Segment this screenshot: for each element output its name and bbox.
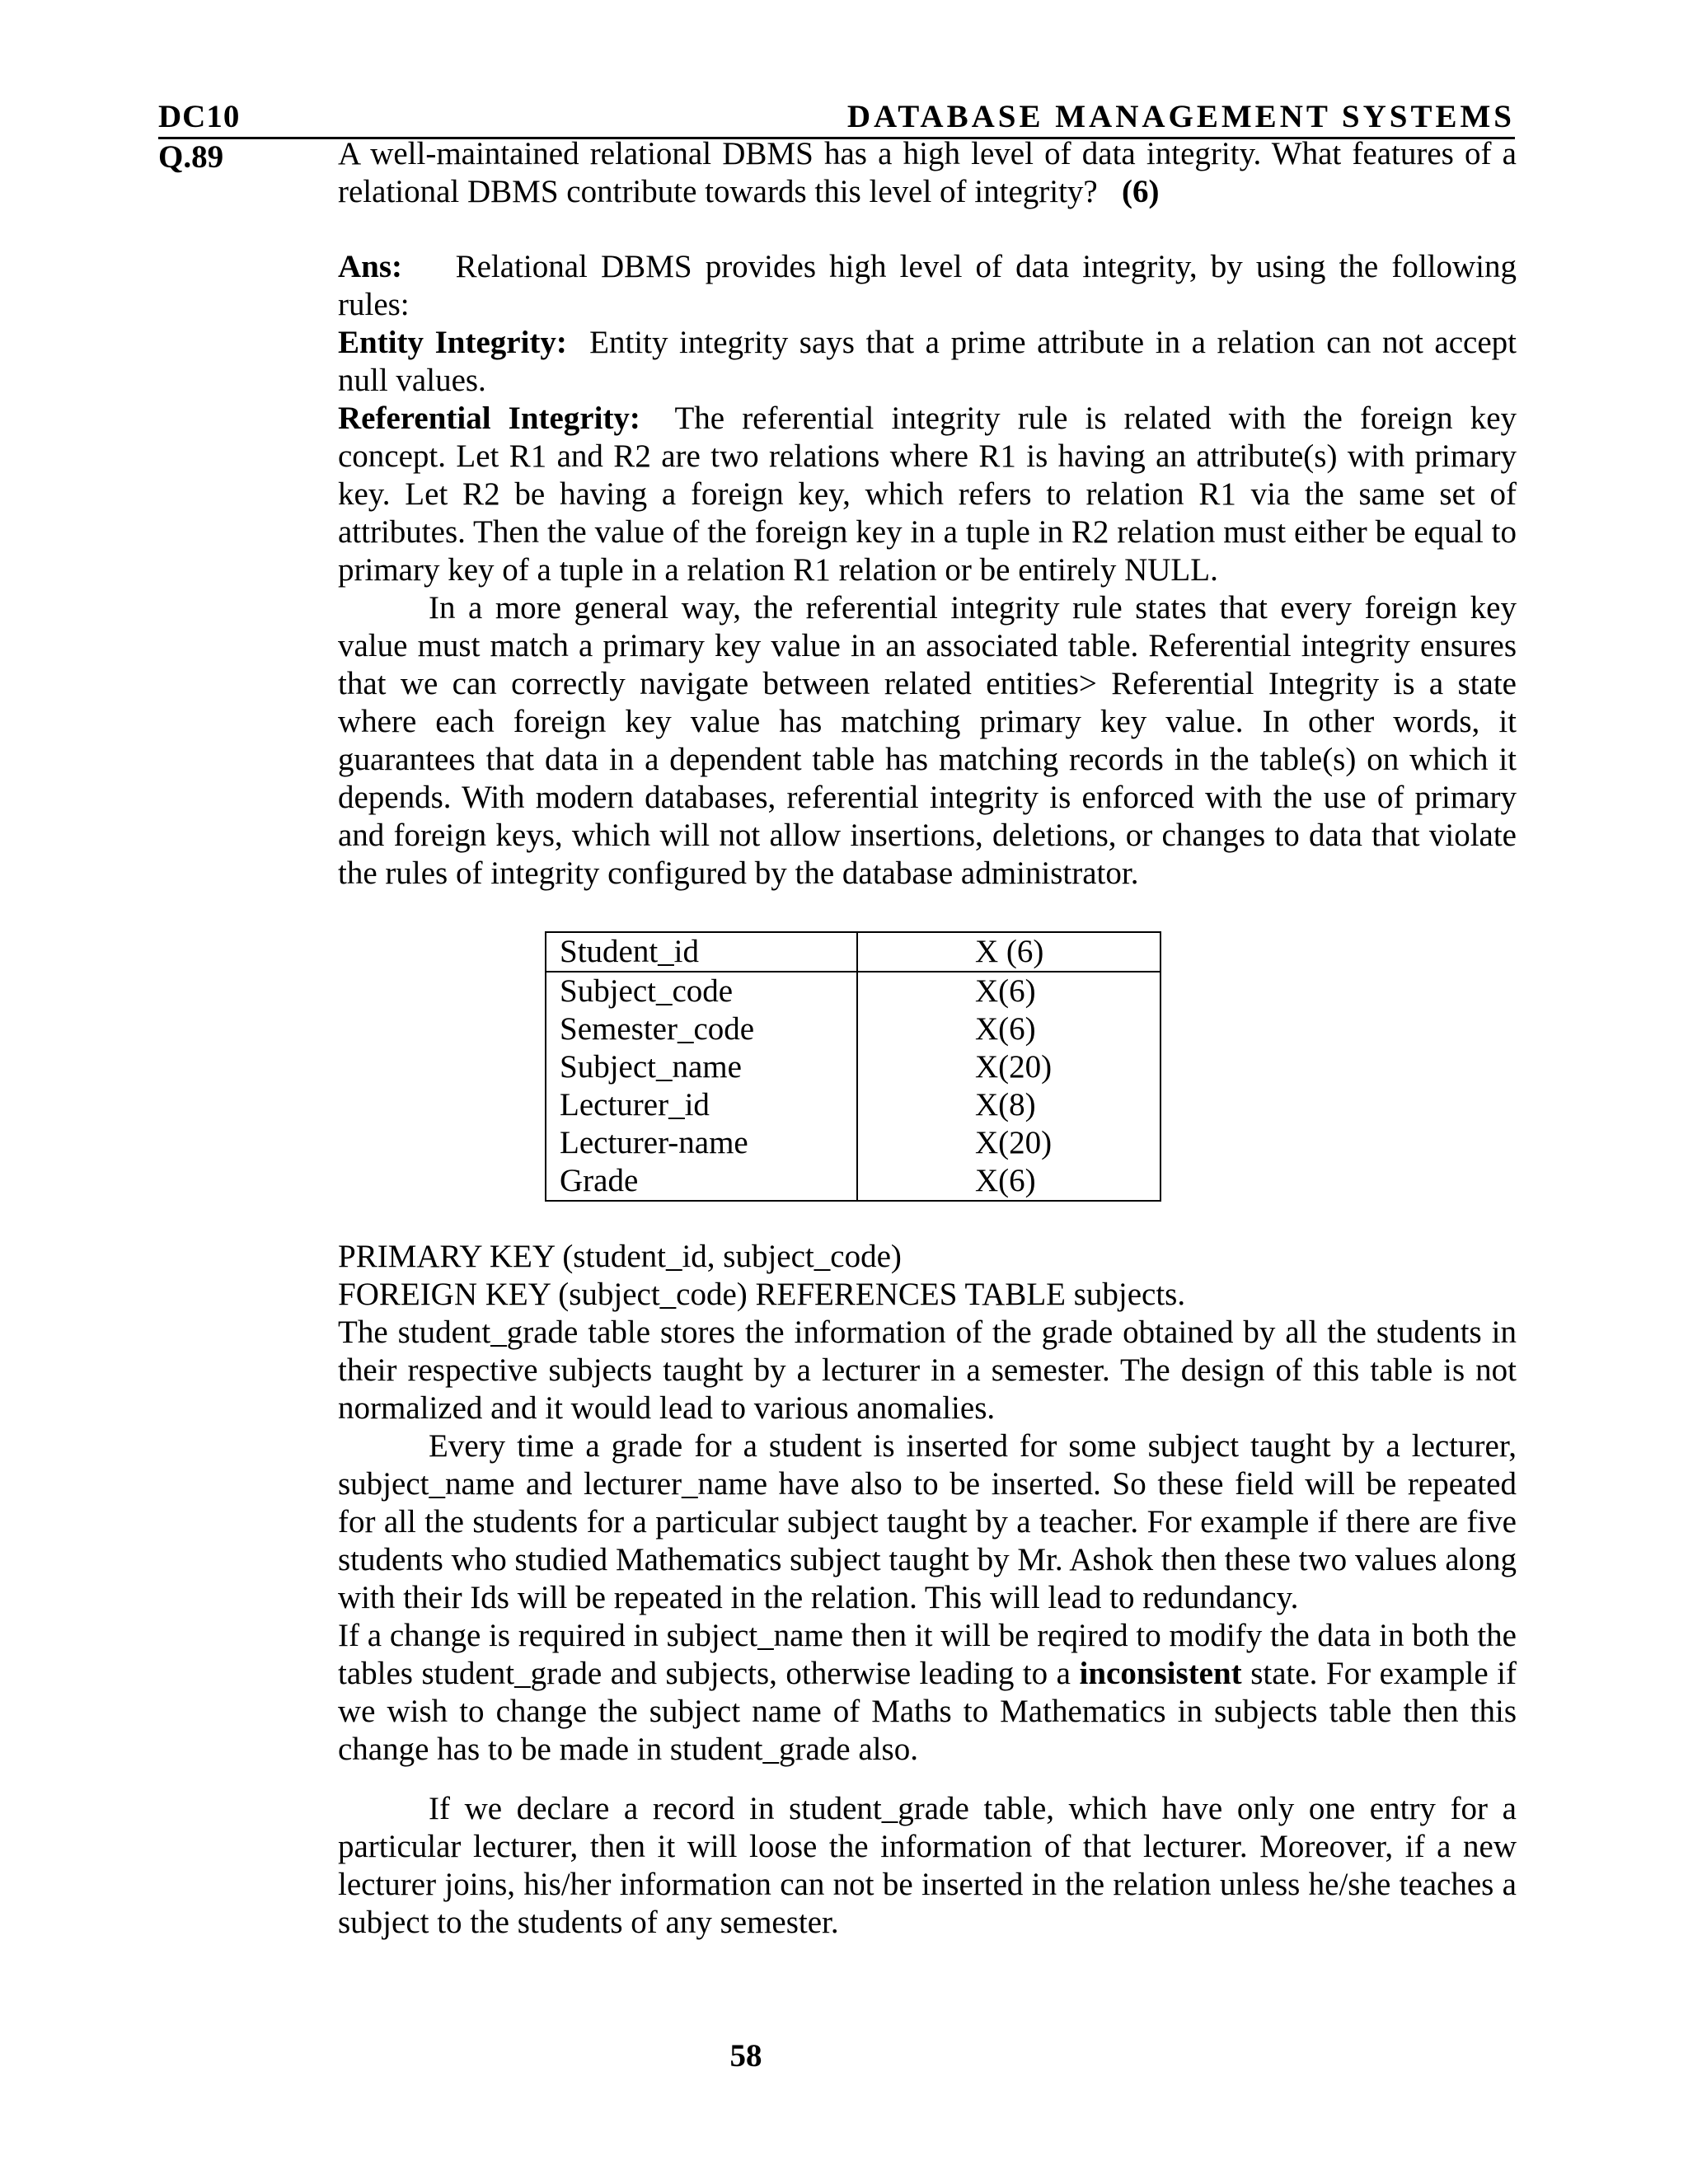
foreign-key-line: FOREIGN KEY (subject_code) REFERENCES TABLE subjects. bbox=[338, 1277, 1186, 1312]
entity-integrity-paragraph bbox=[338, 324, 1517, 400]
paragraph-gap bbox=[338, 1769, 1517, 1790]
field-name: Semester_code bbox=[546, 1010, 857, 1048]
field-type: X (6) bbox=[857, 932, 1160, 972]
referential-integrity-label: Referential Integrity: bbox=[338, 401, 640, 436]
question-marks: (6) bbox=[1121, 174, 1160, 209]
field-name: Subject_code bbox=[546, 972, 857, 1010]
table-row bbox=[546, 1162, 1160, 1201]
field-name: Grade bbox=[546, 1162, 857, 1201]
field-name: Student_id bbox=[546, 932, 857, 972]
analysis-paragraph-2: Every time a grade for a student is inserted for some subject taught by a lecturer, subject_name and lecturer_name have also to be inserted. So these field will be repeated for all the students for a particular subject taught by a teacher. For example if there are five students who studied Mathematics subject taught by Mr. Ashok then these two values along with their Ids will be repeated in the relation. This will lead to redundancy. bbox=[338, 1428, 1517, 1615]
field-type: X(20) bbox=[857, 1124, 1160, 1162]
analysis-paragraph-3-end: state. For example if we wish to change the subject name of Maths to Mathematics in subjects table then this change has to be made in student_grade also. bbox=[338, 1656, 1517, 1767]
field-name: Lecturer_id bbox=[546, 1086, 857, 1124]
table-row bbox=[546, 1124, 1160, 1162]
analysis-paragraph-3 bbox=[338, 1617, 1517, 1769]
course-title: DATABASE MANAGEMENT SYSTEMS bbox=[846, 99, 1515, 134]
question-block bbox=[338, 135, 1517, 211]
question-text bbox=[338, 135, 1517, 211]
referential-integrity-paragraph bbox=[338, 400, 1517, 589]
field-type: X(6) bbox=[857, 1162, 1160, 1201]
analysis-paragraph-4: If we declare a record in student_grade table, which have only one entry for a particular lecturer, then it will loose the information of that lecturer. Moreover, if a new lecturer joins, his/her information can not be inserted in the relation unless he/she teaches a subject to the students of any semester. bbox=[338, 1791, 1517, 1940]
answer-intro bbox=[338, 248, 1517, 324]
primary-key-line: PRIMARY KEY (student_id, subject_code) bbox=[338, 1239, 902, 1274]
answer-label: Ans: bbox=[338, 249, 403, 284]
entity-integrity-text: Entity integrity says that a prime attribute in a relation can not accept null values. bbox=[338, 325, 1517, 398]
question-number: Q.89 bbox=[158, 139, 224, 175]
field-type: X(6) bbox=[857, 1010, 1160, 1048]
field-type: X(6) bbox=[857, 972, 1160, 1010]
student-grade-table bbox=[545, 931, 1161, 1202]
analysis-block bbox=[338, 1238, 1517, 1942]
field-name: Subject_name bbox=[546, 1048, 857, 1086]
field-name: Lecturer-name bbox=[546, 1124, 857, 1162]
analysis-paragraph-3-start: If a change is required in subject_name then it will be reqired to modify the data in both the tables student_grade and subjects, otherwise leading to a bbox=[338, 1618, 1517, 1691]
answer-block bbox=[338, 248, 1517, 893]
question-body: A well-maintained relational DBMS has a high level of data integrity. What features of a relational DBMS contribute towards this level of integrity? bbox=[338, 136, 1517, 209]
table-row bbox=[546, 1048, 1160, 1086]
field-type: X(8) bbox=[857, 1086, 1160, 1124]
table-row bbox=[546, 932, 1160, 972]
course-code: DC10 bbox=[158, 99, 241, 134]
field-type: X(20) bbox=[857, 1048, 1160, 1086]
analysis-paragraph-1: The student_grade table stores the information of the grade obtained by all the students in their respective subjects taught by a lecturer in a semester. The design of this table is not normalized and it would lead to various anomalies. bbox=[338, 1315, 1517, 1426]
referential-integrity-text: The referential integrity rule is related with the foreign key concept. Let R1 and R2 are two relations where R1 is having an attribute(s) with primary key. Let R2 be having a foreign key, which refers to relation R1 via the same set of attributes. Then the value of the foreign key in a tuple in R2 relation must either be equal to primary key of a tuple in a relation R1 relation or be entirely NULL. bbox=[338, 401, 1517, 588]
inconsistent-term: inconsistent bbox=[1079, 1656, 1242, 1691]
referential-general-paragraph: In a more general way, the referential integrity rule states that every foreign key value must match a primary key value in an associated table. Referential integrity ensures that we can correctly navigate between related entities> Referential Integrity is a state where each foreign key value has matching primary key value. In other words, it guarantees that data in a dependent table has matching records in the table(s) on which it depends. With modern databases, referential integrity is enforced with the use of primary and foreign keys, which will not allow insertions, deletions, or changes to data that violate the rules of integrity configured by the database administrator. bbox=[338, 590, 1517, 891]
table-row bbox=[546, 972, 1160, 1010]
page-number: 58 bbox=[729, 2038, 762, 2074]
table-row bbox=[546, 1010, 1160, 1048]
entity-integrity-label: Entity Integrity: bbox=[338, 325, 567, 360]
answer-intro-text: Relational DBMS provides high level of data integrity, by using the following rules: bbox=[338, 249, 1517, 322]
page-header bbox=[158, 96, 1515, 139]
table-row bbox=[546, 1086, 1160, 1124]
